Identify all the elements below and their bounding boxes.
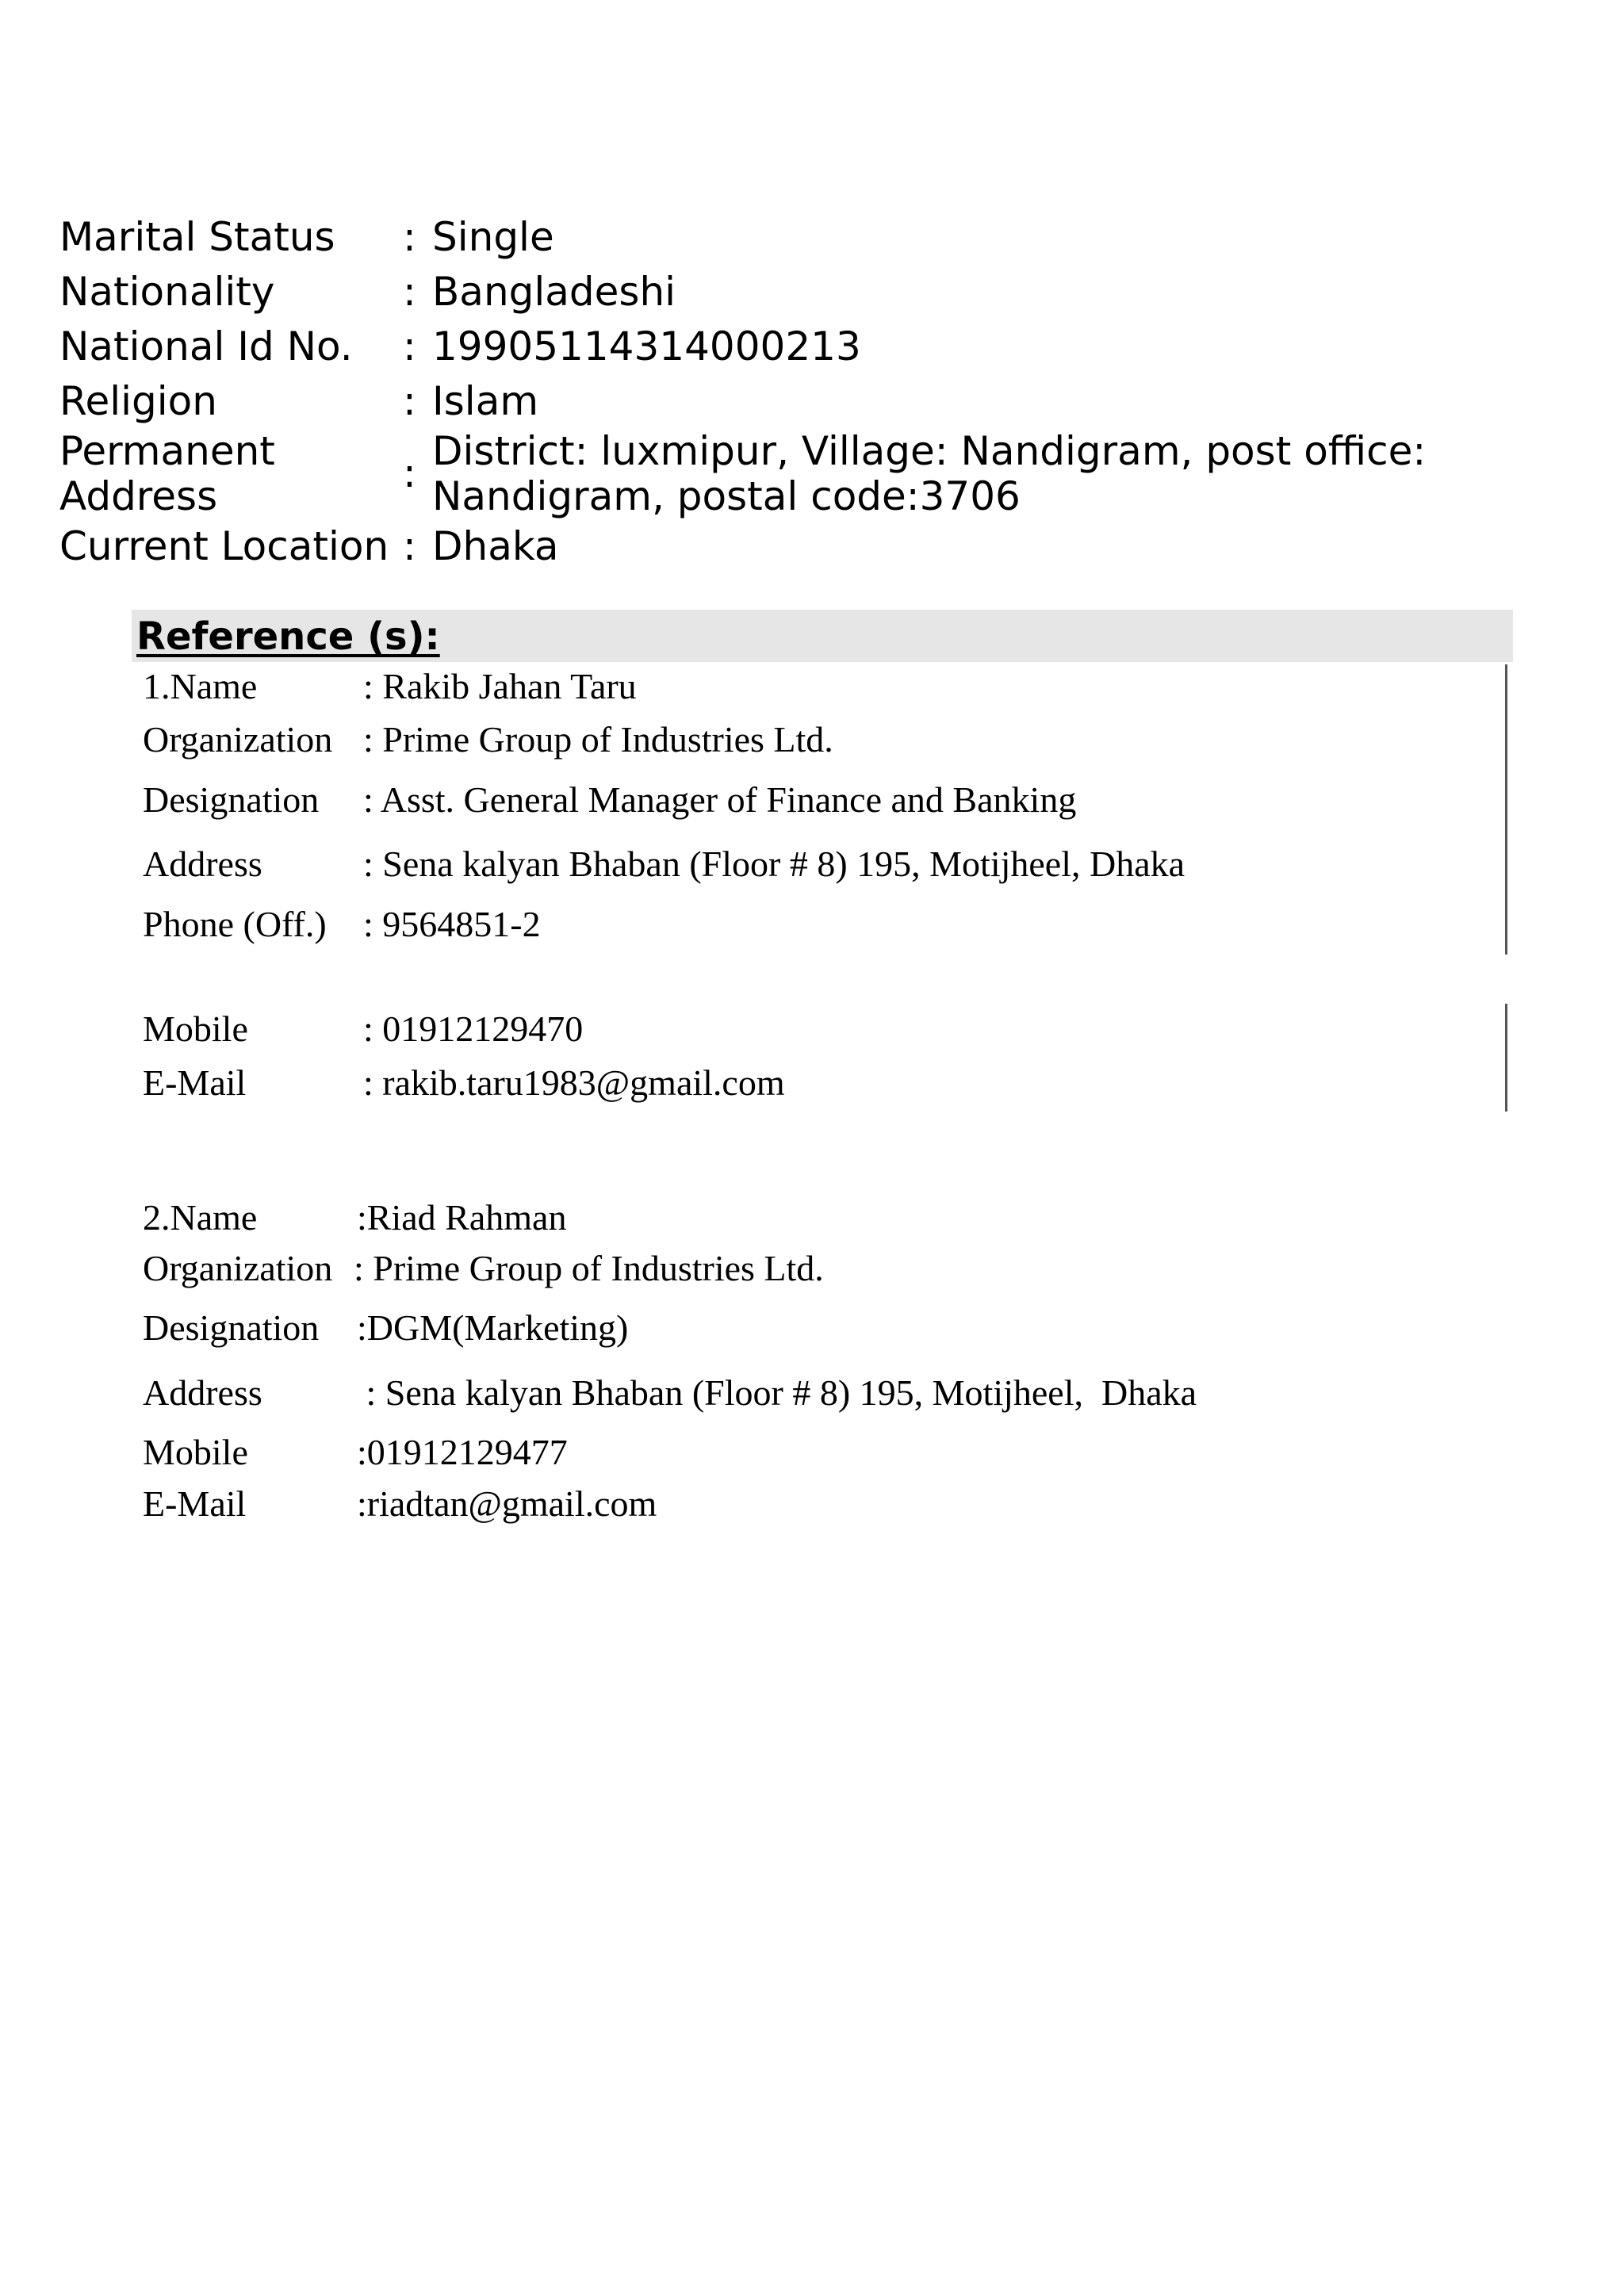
ref-designation-row bbox=[143, 1307, 628, 1349]
ref-label: E-Mail bbox=[143, 1483, 247, 1524]
ref-label: E-Mail bbox=[143, 1062, 247, 1103]
ref-label: Organization bbox=[143, 1248, 333, 1288]
ref-value: :DGM(Marketing) bbox=[357, 1307, 629, 1348]
current-location-row bbox=[59, 519, 1519, 574]
ref-value: :riadtan@gmail.com bbox=[357, 1483, 657, 1524]
ref-designation-row bbox=[143, 779, 1076, 821]
ref-value: : Prime Group of Industries Ltd. bbox=[354, 1248, 824, 1288]
ref-value: : Prime Group of Industries Ltd. bbox=[363, 719, 833, 760]
ref-value: : Rakib Jahan Taru bbox=[363, 666, 637, 706]
field-colon: : bbox=[403, 523, 416, 569]
border-line bbox=[1505, 664, 1507, 955]
field-value-line: District: luxmipur, Village: Nandigram, post office: bbox=[432, 428, 1427, 474]
field-colon: : bbox=[403, 269, 416, 315]
ref-label: Designation bbox=[143, 779, 320, 820]
ref-mobile-row bbox=[143, 1008, 583, 1050]
field-value: Islam bbox=[432, 378, 539, 424]
ref-organization-row bbox=[143, 718, 833, 761]
field-label: Nationality bbox=[59, 269, 275, 315]
ref-phone-row bbox=[143, 903, 541, 946]
ref-label: Mobile bbox=[143, 1432, 248, 1472]
ref-label: Organization bbox=[143, 719, 333, 760]
ref-value: : Asst. General Manager of Finance and Banking bbox=[363, 779, 1077, 820]
ref-name-row bbox=[143, 1196, 566, 1239]
nationality-row bbox=[59, 265, 1519, 320]
national-id-row bbox=[59, 320, 1519, 374]
ref-label: Designation bbox=[143, 1307, 320, 1348]
ref-address-row bbox=[143, 843, 1185, 886]
field-value: Bangladeshi bbox=[432, 269, 676, 315]
ref-value: : Sena kalyan Bhaban (Floor # 8) 195, Motijheel, Dhaka bbox=[357, 1372, 1197, 1413]
ref-email-row bbox=[143, 1062, 785, 1104]
field-label: Current Location bbox=[59, 523, 389, 569]
marital-status-row bbox=[59, 210, 1519, 265]
field-value: Dhaka bbox=[432, 523, 559, 569]
ref-email-row bbox=[143, 1483, 657, 1525]
ref-value: : 01912129470 bbox=[363, 1008, 584, 1049]
field-value-line: Nandigram, postal code:3706 bbox=[432, 473, 1021, 519]
field-label: National Id No. bbox=[59, 323, 353, 369]
ref-label: Address bbox=[143, 1372, 262, 1413]
ref-value: : rakib.taru1983@gmail.com bbox=[363, 1062, 785, 1103]
ref-mobile-row bbox=[143, 1431, 568, 1474]
field-label-line: Address bbox=[59, 473, 218, 519]
field-colon: : bbox=[403, 450, 416, 496]
field-colon: : bbox=[403, 214, 416, 260]
field-value: 19905114314000213 bbox=[432, 323, 861, 369]
field-label: Religion bbox=[59, 378, 217, 424]
field-colon: : bbox=[403, 323, 416, 369]
field-value bbox=[432, 429, 1519, 519]
personal-details bbox=[59, 210, 1519, 574]
religion-row bbox=[59, 374, 1519, 429]
field-label: Marital Status bbox=[59, 214, 335, 260]
field-label bbox=[59, 429, 403, 519]
references-heading: Reference (s): bbox=[136, 614, 440, 659]
ref-name-row bbox=[143, 665, 637, 708]
ref-label: 1.Name bbox=[143, 666, 258, 706]
ref-label: 2.Name bbox=[143, 1197, 258, 1238]
field-label-line: Permanent bbox=[59, 428, 275, 474]
ref-value: :01912129477 bbox=[357, 1432, 568, 1472]
ref-value: :Riad Rahman bbox=[357, 1197, 567, 1238]
ref-label: Phone (Off.) bbox=[143, 904, 327, 944]
ref-value: : Sena kalyan Bhaban (Floor # 8) 195, Motijheel, Dhaka bbox=[363, 844, 1185, 884]
ref-address-row bbox=[143, 1372, 1197, 1414]
ref-value: : 9564851-2 bbox=[363, 904, 541, 944]
ref-organization-row bbox=[143, 1247, 824, 1290]
ref-label: Mobile bbox=[143, 1008, 248, 1049]
permanent-address-row bbox=[59, 429, 1519, 519]
border-line bbox=[1505, 1004, 1507, 1112]
field-value: Single bbox=[432, 214, 554, 260]
field-colon: : bbox=[403, 378, 416, 424]
ref-label: Address bbox=[143, 844, 262, 884]
